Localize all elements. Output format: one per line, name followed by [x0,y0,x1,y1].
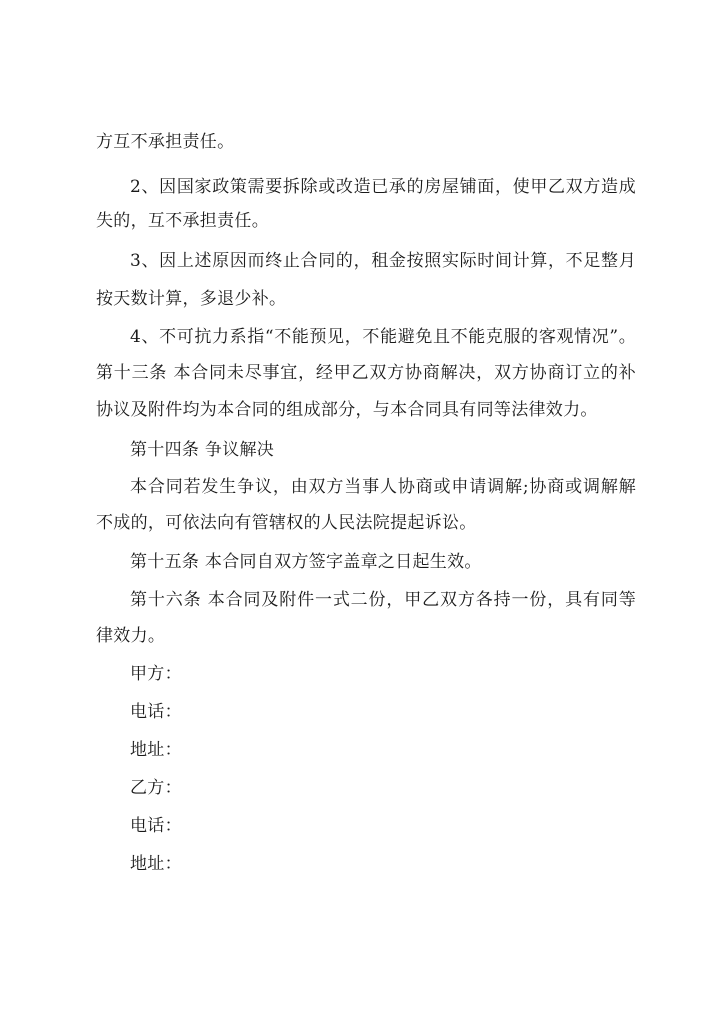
party-a-label: 甲方： [130,664,182,684]
party-b-label: 乙方： [130,778,182,798]
paragraph-line: 第十五条 本合同自双方签字盖章之日起生效。 [130,552,482,572]
paragraph-line: 本合同若发生争议，由双方当事人协商或申请调解;协商或调解解 [130,477,636,497]
party-a-phone-label: 电话： [130,702,182,722]
paragraph-line: 2、因国家政策需要拆除或改造已承的房屋铺面，使甲乙双方造成 [130,177,636,197]
party-b-phone-label: 电话： [130,816,182,836]
party-b-address-label: 地址： [130,854,182,874]
paragraph-line: 按天数计算，多退少补。 [96,289,287,309]
paragraph-line: 失的，互不承担责任。 [96,211,269,231]
paragraph-line: 第十三条 本合同未尽事宜，经甲乙双方协商解决，双方协商订立的补 [96,363,636,383]
paragraph-line: 不成的，可依法向有管辖权的人民法院提起诉讼。 [96,513,477,533]
paragraph-line: 3、因上述原因而终止合同的，租金按照实际时间计算，不足整月 [130,251,636,271]
section-heading: 第十四条 争议解决 [130,440,275,460]
paragraph-line: 协议及附件均为本合同的组成部分，与本合同具有同等法律效力。 [96,400,598,420]
paragraph-line: 律效力。 [96,626,166,646]
paragraph-line: 4、不可抗力系指“不能预见，不能避免且不能克服的客观情况”。 [130,327,636,347]
paragraph-line: 第十六条 本合同及附件一式二份，甲乙双方各持一份，具有同等 [130,590,636,610]
paragraph-line: 方互不承担责任。 [96,132,235,152]
party-a-address-label: 地址： [130,740,182,760]
